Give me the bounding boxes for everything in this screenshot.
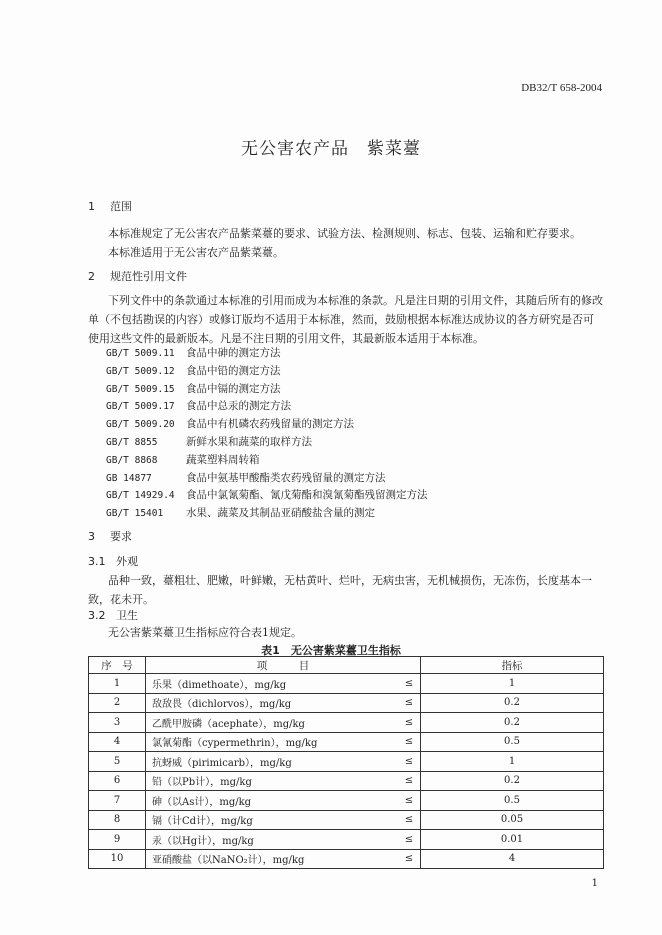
header-indicator: 指标 [421, 657, 604, 674]
subsection-title: 外观 [116, 555, 138, 568]
table-row [89, 713, 604, 733]
cell-operator: ≤ [398, 771, 421, 791]
section-number: 2 [88, 270, 95, 283]
cell-value: 1 [421, 674, 604, 694]
table-row [89, 791, 604, 811]
reference-item [106, 363, 428, 381]
reference-item [106, 470, 428, 488]
ref-title: 食品中有机磷农药残留量的测定方法 [186, 418, 354, 431]
section-number: 1 [88, 200, 95, 213]
cell-operator: ≤ [398, 752, 421, 772]
cell-item: 汞（以Hg计），mg/kg [146, 830, 399, 850]
cell-item: 乙酰甲胺磷（acephate），mg/kg [146, 713, 399, 733]
section-2-intro [88, 291, 604, 348]
cell-item: 抗蚜威（pirimicarb），mg/kg [146, 752, 399, 772]
reference-item [106, 381, 428, 399]
ref-title: 新鲜水果和蔬菜的取样方法 [186, 435, 312, 448]
paragraph: 无公害紫菜薹卫生指标应符合表1规定。 [108, 626, 302, 639]
ref-code: GB/T 15401 [106, 508, 164, 520]
cell-item: 砷（以As计），mg/kg [146, 791, 399, 811]
subsection-3-2-body [88, 623, 604, 642]
ref-title: 食品中铅的测定方法 [186, 364, 281, 377]
cell-operator: ≤ [398, 732, 421, 752]
cell-operator: ≤ [398, 830, 421, 850]
table-row [89, 693, 604, 713]
table-row [89, 732, 604, 752]
ref-code: GB/T 14929.4 [106, 490, 175, 502]
cell-item: 亚硝酸盐（以NaNO₂计），mg/kg [146, 849, 399, 869]
cell-value: 0.05 [421, 810, 604, 830]
table-row [89, 674, 604, 694]
cell-operator: ≤ [398, 849, 421, 869]
ref-title: 水果、蔬菜及其制品亚硝酸盐含量的测定 [186, 507, 375, 520]
ref-code: GB 14877 [106, 472, 152, 484]
section-title: 规范性引用文件 [110, 270, 187, 283]
cell-no: 7 [89, 791, 146, 811]
section-1-heading [88, 198, 132, 214]
cell-no: 10 [89, 849, 146, 869]
cell-value: 1 [421, 752, 604, 772]
cell-value: 4 [421, 849, 604, 869]
ref-code: GB/T 5009.11 [106, 348, 175, 359]
cell-operator: ≤ [398, 674, 421, 694]
reference-item [106, 452, 428, 470]
ref-title: 蔬菜塑料周转箱 [186, 453, 260, 466]
ref-code: GB/T 5009.20 [106, 419, 175, 431]
ref-code: GB/T 5009.17 [106, 401, 175, 413]
ref-title: 食品中总汞的测定方法 [186, 400, 291, 413]
ref-title: 食品中镉的测定方法 [186, 382, 281, 395]
cell-no: 5 [89, 752, 146, 772]
reference-list [106, 345, 428, 523]
cell-operator: ≤ [398, 693, 421, 713]
table-row [89, 752, 604, 772]
table-row [89, 771, 604, 791]
subsection-title: 卫生 [116, 609, 138, 622]
cell-value: 0.2 [421, 713, 604, 733]
cell-value: 0.5 [421, 791, 604, 811]
paragraph: 下列文件中的条款通过本标准的引用而成为本标准的条款。凡是注日期的引用文件，其随后所有的修改单（不包括勘误的内容）或修订版均不适用于本标准，然而，鼓励根据本标准达成协议的各方研究是否可使用这些文件的最新版本。凡是不注日期的引用文件，其最新版本适用于本标准。 [88, 294, 603, 345]
reference-item [106, 487, 428, 505]
ref-title: 食品中氨基甲酸酯类农药残留量的测定方法 [186, 471, 386, 484]
subsection-3-1-heading [88, 553, 138, 569]
cell-no: 1 [89, 674, 146, 694]
cell-item: 镉（计Cd计），mg/kg [146, 810, 399, 830]
section-1-body [88, 224, 604, 262]
cell-item: 敌敌畏（dichlorvos），mg/kg [146, 693, 399, 713]
table-row [89, 830, 604, 850]
subsection-3-2-heading [88, 607, 138, 623]
header-serial: 序 号 [89, 657, 146, 674]
section-number: 3 [88, 530, 95, 543]
cell-operator: ≤ [398, 713, 421, 733]
paragraph: 品种一致，薹粗壮、肥嫩，叶鲜嫩，无枯黄叶、烂叶，无病虫害，无机械损伤，无冻伤，长度基本一致，花未开。 [88, 574, 592, 606]
cell-no: 9 [89, 830, 146, 850]
cell-value: 0.5 [421, 732, 604, 752]
cell-operator: ≤ [398, 791, 421, 811]
cell-item: 氯氰菊酯（cypermethrin），mg/kg [146, 732, 399, 752]
ref-code: GB/T 5009.15 [106, 383, 175, 395]
ref-code: GB/T 8855 [106, 436, 158, 448]
subsection-number: 3.1 [88, 555, 106, 568]
cell-value: 0.2 [421, 771, 604, 791]
section-3-heading [88, 528, 132, 544]
reference-item [106, 505, 428, 523]
ref-title: 食品中砷的测定方法 [186, 347, 281, 359]
document-code: DB32/T 658-2004 [521, 82, 602, 94]
cell-no: 6 [89, 771, 146, 791]
paragraph: 本标准规定了无公害农产品紫菜薹的要求、试验方法、检测规则、标志、包装、运输和贮存要求。 [108, 227, 581, 240]
page-number: 1 [591, 878, 598, 889]
document-title: 无公害农产品 紫菜薹 [241, 139, 421, 159]
cell-no: 3 [89, 713, 146, 733]
cell-value: 0.2 [421, 693, 604, 713]
section-title: 要求 [110, 530, 132, 543]
ref-title: 食品中氯氰菊酯、氰戊菊酯和溴氰菊酯残留测定方法 [186, 489, 428, 502]
reference-item [106, 345, 428, 363]
paragraph: 本标准适用于无公害农产品紫菜薹。 [108, 246, 284, 259]
cell-no: 2 [89, 693, 146, 713]
section-title: 范围 [110, 200, 132, 213]
table-row [89, 810, 604, 830]
table-header-row [89, 657, 604, 674]
table-row [89, 849, 604, 869]
cell-value: 0.01 [421, 830, 604, 850]
reference-item [106, 434, 428, 452]
table-caption: 表1 无公害紫菜薹卫生指标 [261, 644, 401, 657]
section-2-heading [88, 268, 187, 284]
hygiene-indicator-table [88, 656, 604, 869]
subsection-number: 3.2 [88, 609, 106, 622]
reference-item [106, 416, 428, 434]
header-item: 项 目 [146, 657, 421, 674]
cell-no: 4 [89, 732, 146, 752]
ref-code: GB/T 5009.12 [106, 365, 175, 377]
subsection-3-1-body [88, 571, 604, 609]
cell-item: 乐果（dimethoate），mg/kg [146, 674, 399, 694]
ref-code: GB/T 8868 [106, 454, 158, 466]
cell-operator: ≤ [398, 810, 421, 830]
cell-no: 8 [89, 810, 146, 830]
cell-item: 铅（以Pb计），mg/kg [146, 771, 399, 791]
reference-item [106, 398, 428, 416]
